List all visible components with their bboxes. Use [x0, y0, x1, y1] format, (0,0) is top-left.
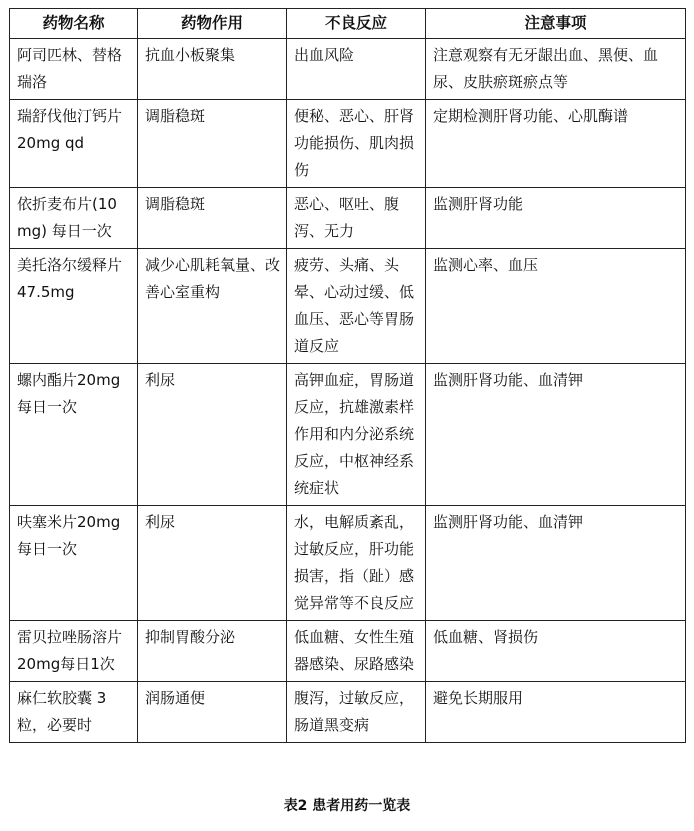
- cell-adverse-reaction: 高钾血症，胃肠道反应，抗雄激素样作用和内分泌系统反应，中枢神经系统症状: [287, 364, 426, 506]
- cell-drug-action: 抗血小板聚集: [138, 39, 287, 100]
- cell-drug-action: 利尿: [138, 506, 287, 621]
- table-caption: 表2 患者用药一览表: [283, 798, 411, 814]
- cell-precautions: 低血糖、肾损伤: [426, 621, 686, 682]
- cell-drug-action: 润肠通便: [138, 682, 287, 743]
- cell-precautions: 监测肝肾功能、血清钾: [426, 506, 686, 621]
- cell-drug-name: 美托洛尔缓释片47.5mg: [10, 249, 138, 364]
- cell-precautions: 避免长期服用: [426, 682, 686, 743]
- table-row: [10, 100, 686, 188]
- cell-adverse-reaction: 疲劳、头痛、头晕、心动过缓、低血压、恶心等胃肠道反应: [287, 249, 426, 364]
- table-row: [10, 249, 686, 364]
- medication-table: [9, 8, 686, 743]
- table-header-row: [10, 9, 686, 39]
- cell-drug-name: 螺内酯片20mg每日一次: [10, 364, 138, 506]
- cell-drug-name: 呋塞米片20mg每日一次: [10, 506, 138, 621]
- cell-adverse-reaction: 水，电解质紊乱，过敏反应，肝功能损害，指（趾）感觉异常等不良反应: [287, 506, 426, 621]
- medication-table-container: [9, 8, 685, 743]
- cell-precautions: 监测肝肾功能: [426, 188, 686, 249]
- cell-precautions: 注意观察有无牙龈出血、黑便、血尿、皮肤瘀斑瘀点等: [426, 39, 686, 100]
- cell-drug-name: 阿司匹林、替格瑞洛: [10, 39, 138, 100]
- cell-drug-name: 瑞舒伐他汀钙片20mg qd: [10, 100, 138, 188]
- cell-adverse-reaction: 低血糖、女性生殖器感染、尿路感染: [287, 621, 426, 682]
- cell-drug-action: 抑制胃酸分泌: [138, 621, 287, 682]
- cell-drug-action: 调脂稳斑: [138, 188, 287, 249]
- header-precautions: 注意事项: [426, 9, 686, 39]
- cell-drug-name: 麻仁软胶囊 3粒，必要时: [10, 682, 138, 743]
- cell-adverse-reaction: 腹泻，过敏反应，肠道黑变病: [287, 682, 426, 743]
- table-row: [10, 621, 686, 682]
- header-drug-action: 药物作用: [138, 9, 287, 39]
- header-drug-name: 药物名称: [10, 9, 138, 39]
- cell-adverse-reaction: 便秘、恶心、肝肾功能损伤、肌肉损伤: [287, 100, 426, 188]
- table-row: [10, 364, 686, 506]
- cell-drug-name: 依折麦布片(10mg) 每日一次: [10, 188, 138, 249]
- cell-precautions: 监测心率、血压: [426, 249, 686, 364]
- table-row: [10, 39, 686, 100]
- cell-adverse-reaction: 恶心、呕吐、腹泻、无力: [287, 188, 426, 249]
- cell-precautions: 定期检测肝肾功能、心肌酶谱: [426, 100, 686, 188]
- cell-precautions: 监测肝肾功能、血清钾: [426, 364, 686, 506]
- table-row: [10, 682, 686, 743]
- cell-adverse-reaction: 出血风险: [287, 39, 426, 100]
- cell-drug-name: 雷贝拉唑肠溶片 20mg每日1次: [10, 621, 138, 682]
- header-adverse-reaction: 不良反应: [287, 9, 426, 39]
- cell-drug-action: 调脂稳斑: [138, 100, 287, 188]
- table-row: [10, 506, 686, 621]
- table-row: [10, 188, 686, 249]
- cell-drug-action: 减少心肌耗氧量、改善心室重构: [138, 249, 287, 364]
- cell-drug-action: 利尿: [138, 364, 287, 506]
